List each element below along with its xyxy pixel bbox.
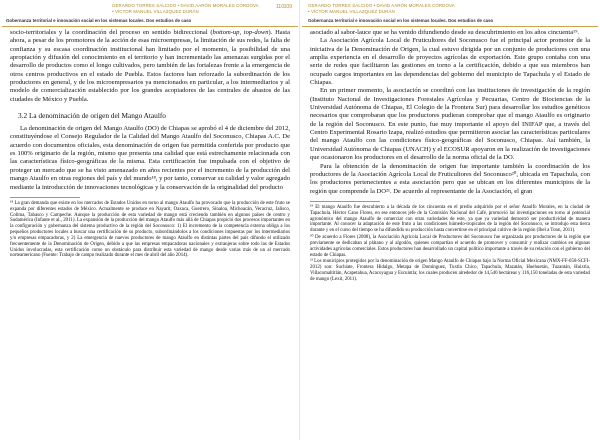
header-authors-line1: GERARDO TORRES SALCIDO • DAVID AARÓN MORALES CÓRDOVA [308, 3, 455, 8]
page-body [2, 27, 298, 259]
section-heading: 3.2 La denominación de origen del Mango Ataulfo [18, 111, 166, 121]
footnotes [10, 201, 290, 259]
page-gutter [299, 0, 300, 440]
header-authors-line2: • VÍCTOR MANUEL VILLAZQUEZ DURÁN [308, 9, 395, 14]
footnote-rule [10, 197, 80, 198]
body-paragraph: La denominación de origen del Mango Ataulfo (DO) de Chiapas se aprobó el 4 de diciembre del 2012, constituyéndose el Consejo Regulador de la Calidad del Mango Ataulfo del Soconusco, Chiapas A.C. De acuerdo con documentos oficiales, esta denominación de origen fue permitida conferida por producto que es 100% originario de la región, mismo que presenta una calidad que está estrechamente relacionada con las características físico-geográficas de la misma. Esta certificación fue impulsada con el objetivo de proteger un mercado que se ha visto amenazado en años recientes por el incremento de la producción del mango Ataulfo en otras regiones del país y del mundo¹⁸, y por tanto, conservar su calidad y valor agregado mediante la introducción de innovaciones tecnológicas y la conservación de la originalidad del producto [10, 125, 290, 191]
left-page [2, 0, 298, 440]
body-paragraph: asociado al sabor-lauce que se ha venido difundiendo desde su descubrimiento en los años cincuenta¹⁹. [310, 29, 579, 36]
header-subtitle: Gobernanza territorial e innovación social en los sistemas locales. Dos estudios de caso [308, 18, 494, 23]
running-header [2, 0, 298, 27]
page-body [302, 27, 598, 283]
footnotes [310, 205, 590, 283]
footnote-20: ²⁰ De acuerdo a Flores (2008), la Asociación Agrícola Local de Productores del Soconusco fue organizada por productores de la región que previamente se dedicaban al plátano y al algodón, quienes compartían el acuerdo de promover y consumir y realizar cambios en algunas actividades agrícolas comerciales. Estos productores han desarrollado un capital político importante a través de su relación con el gobierno del estado de Chiapas. [310, 235, 590, 258]
body-paragraph: socio-territoriales y la coordinación del proceso en sentido bidireccional (bottom-up, top-down). Hasta ahora, a pesar de los promotores de la acción de esas microempresas, la limitación de sus redes, la falta de confianza y su escasa coordinación institucional han limitado por el momento, la posibilidad de una apropiación y difusión del conocimiento en el territorio y han incrementado las amenazas surgidas por el desarrollo de productos como el longo cultivados, pero también de las fortalezas frente a la emergencia de otros centros productivos en el estado de Puebla. Estos factores han reforzado la subordinación de los productores en general, y de los microempresarios ya mencionados en particular, a los intermediarios y al modelo de comercialización establecido por los grandes acopiadores de las centrales de abastos de las ciudades de México y Puebla. [10, 29, 290, 103]
footnote-19: ¹⁹ El mango Ataulfo fue descubierto a la década de los cincuenta en el predio adquirido por el señor Ataulfo Morales, en la ciudad de Tapachula. Héctor Cano Flores, en ese entonces jefe de la Comisión Nacional del Café, promovió las investigaciones en torno al potencial agronómico del mango Ataulfo de comerciar con otras variedades de este, ya que ya variedad demostró ser productividad de manera importante. Al conocer la adaptación de este fruto a las condiciones húmedo-tropicales de la región del Soconusco, se introdujo esta tierra durante y en el curso del tiempo se ha difundido su producción hasta convertirse en el principal cultivo de la región (Ibel a Tonn, 2011). [310, 204, 590, 234]
body-paragraph: Para la obtención de la denominación de origen fue importante también la coordinación de los productores de la Asociación Agrícola Local de Fruticultores del Soconusco²⁰, ubicada en Tapachula, con los productores pertenecientes a esta asociación pero que se ubican en los diferentes municipios de la región que comprende la DO²¹. De acuerdo al representante de la Asociación, el gran [310, 162, 590, 195]
body-paragraph: En un primer momento, la asociación se coordinó con las instituciones de investigación de la región (Instituto Nacional de Investigaciones Forestales Agrícolas y Pecuarias, Centro de Biociencias de la Universidad Autónoma de Chiapas, El Colegio de la Frontera Sur) para desarrollar los estudios genéticos necesarios que comprobaran que los productores pudieran comprobar que el mango Ataulfo es originario de la región del Soconusco. En este punto, fue muy importante el apoyo del INIFAP que, a través del Centro Experimental Rosario Izapa, realizó estudios que permitieron asociar las características particulares del mango Ataulfo con las condiciones físico-geográficas del Soconusco, Chiapas. Así también, la Universidad Autónoma de Chiapas (UNACH) y el ECOSUR apoyaron en la realización de investigaciones que ocasionaron los productores en el desarrollo de la norma oficial de la DO. [310, 87, 590, 162]
header-authors-line2: • VÍCTOR MANUEL VILLAZQUEZ DURÁN [112, 9, 199, 14]
page-number: 109 [283, 4, 292, 10]
body-paragraph: La Asociación Agrícola Local de Fruticultores del Soconusco fue el principal actor promotor de la iniciativa de la Denominación de Origen, la cual estuvo dirigida por un conjunto de productores con una amplia experiencia en el desarrollo de proyectos agrícolas de exportación. Este grupo contaba con una serie de redes que facilitaron las gestiones en torno a la certificación, debido a que sus miembros han ocupado cargos importantes en las dependencias del gobierno del municipio de Tapachula y el Estado de Chiapas. [310, 37, 590, 87]
footnote-18: ¹⁸ La gran demanda que existe en los mercados de Estados Unidos en torno al mango Ataulfo ha provocado que la producción de este fruto se expanda por diferentes estados de México. Actualmente se produce en Nayarit, Oaxaca, Guerrero, Sinaloa, Michoacán, Veracruz, Jalisco, Colima, Tabasco y Campeche. Aunque la producción de esta variedad de mango está creciendo también en algunos países de centro y Sudamérica (Infante et al., 2011). La expansión de la producción del mango Ataulfo más allá de Chiapas propició dos procesos importantes en la configuración y gobernanza del sistema productivo de la región del Soconusco: 1) El incremento de la competencia externa obliga a los pequeños productores locales a buscar una certificación de su producto, subordinándolos a los condiciones impuestas por los intermediarios y/o empresas empacadoras, y 2) La emergencia de nuevos productores de mango Ataulfo en distintas partes del país difundo el utilizado frecuentemente de la Denominación de Origen, debido a que las empresas empacadoras nacionales y extranjeras sobre todo las de Estados Unidos involucradas, esta certificación como un obstáculo para distribuir esta variedad de mango desde varias más de un al mercado norteamericano (Fuente: Trabajo de campo realizado durante el mes de abril del año 2014). [10, 200, 290, 259]
page-number: 110 [276, 4, 284, 10]
footnote-rule [310, 201, 380, 202]
header-subtitle: Gobernanza territorial e innovación social en los sistemas locales. Dos estudios de caso [6, 18, 192, 23]
header-authors-line1: GERARDO TORRES SALCIDO • DAVID AARÓN MORALES CÓRDOVA [112, 3, 259, 8]
footnote-21: ²¹ Los municipios protegidos por la denominación de origen Mango Ataulfo de Chiapas bajo la Norma Oficial Mexicana (NMX-FF-058-SCFI-2012) son: Suchiate, Frontera Hidalgo, Metapa de Domínguez, Tuxtla Chico, Tapachula, Mazatán, Huehuetán, Tuzantán, Huixtla, Villacomaltitlán, Acapetahua, Acacoyagua y Escuintla; los cuales producen alrededor de 14,540 hectáreas y 116,150 toneladas de esta variedad de mango (Lexit, 2011). [310, 259, 590, 282]
